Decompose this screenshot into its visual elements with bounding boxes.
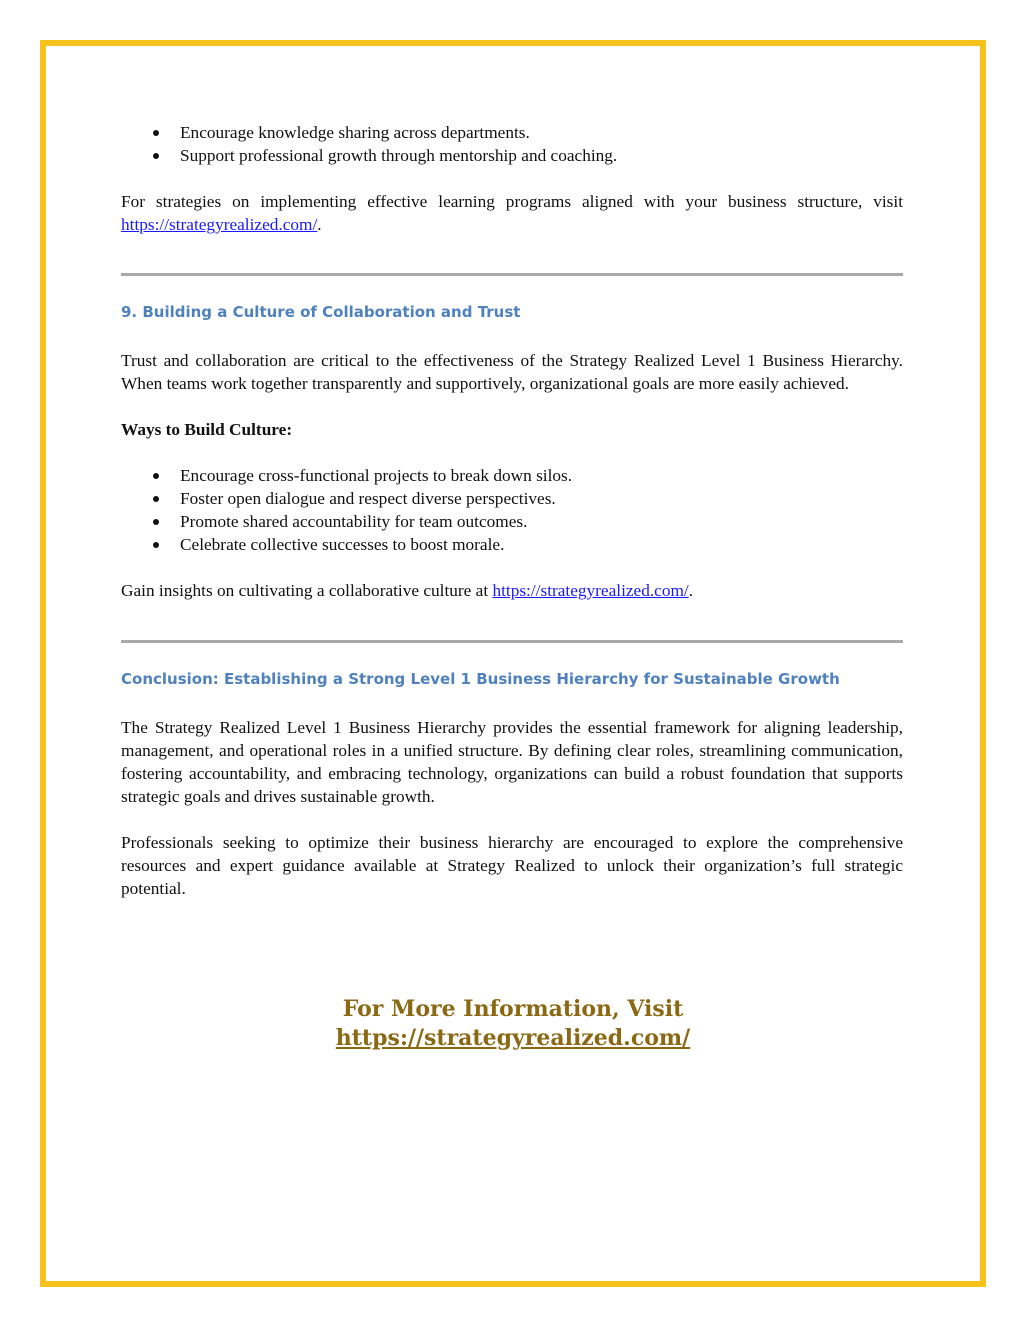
section-divider	[121, 640, 903, 643]
strategyrealized-link[interactable]: https://strategyrealized.com/	[492, 581, 689, 600]
bullet-icon	[153, 542, 159, 548]
bullet-icon	[153, 519, 159, 525]
bullet-icon	[153, 496, 159, 502]
list-item: Foster open dialogue and respect diverse perspectives.	[121, 487, 903, 510]
ways-to-build-subheading: Ways to Build Culture:	[121, 420, 293, 439]
list-item: Support professional growth through mentorship and coaching.	[121, 144, 903, 167]
footer-title: For More Information, Visit	[342, 996, 684, 1022]
list-item: Encourage knowledge sharing across departments.	[121, 121, 903, 144]
conclusion-heading: Conclusion: Establishing a Strong Level 1 Business Hierarchy for Sustainable Growth	[121, 670, 840, 688]
culture-bullet-list	[121, 464, 903, 556]
footer-link[interactable]: https://strategyrealized.com/	[335, 1025, 691, 1051]
footer-visit-block	[40, 995, 986, 1053]
bullet-icon	[153, 153, 159, 159]
section-divider	[121, 273, 903, 276]
bullet-icon	[153, 130, 159, 136]
conclusion-paragraph-1: The Strategy Realized Level 1 Business Hierarchy provides the essential framework for aligning leadership, management, and operational roles in a unified structure. By defining clear roles, streamlining communication, fostering accountability, and embracing technology, organizations can build a robust foundation that supports strategic goals and drives sustainable growth.	[121, 718, 903, 806]
list-item: Celebrate collective successes to boost morale.	[121, 533, 903, 556]
list-item: Encourage cross-functional projects to break down silos.	[121, 464, 903, 487]
insights-paragraph: Gain insights on cultivating a collaborative culture at https://strategyrealized.com/.	[121, 581, 694, 600]
section-9-heading: 9. Building a Culture of Collaboration and Trust	[121, 303, 521, 321]
document-body	[121, 118, 903, 900]
conclusion-paragraph-2: Professionals seeking to optimize their business hierarchy are encouraged to explore the comprehensive resources and expert guidance available at Strategy Realized to unlock their organization’s full strategic potential.	[121, 833, 903, 898]
section-9-body: Trust and collaboration are critical to the effectiveness of the Strategy Realized Level 1 Business Hierarchy. When teams work together transparently and supportively, organizational goals are more easily achieved.	[121, 351, 903, 393]
list-item: Promote shared accountability for team outcomes.	[121, 510, 903, 533]
learning-paragraph: For strategies on implementing effective learning programs aligned with your business structure, visit https://strategyrealized.com/.	[121, 192, 903, 234]
top-bullet-list	[121, 121, 903, 167]
bullet-icon	[153, 473, 159, 479]
strategyrealized-link[interactable]: https://strategyrealized.com/	[121, 215, 318, 234]
